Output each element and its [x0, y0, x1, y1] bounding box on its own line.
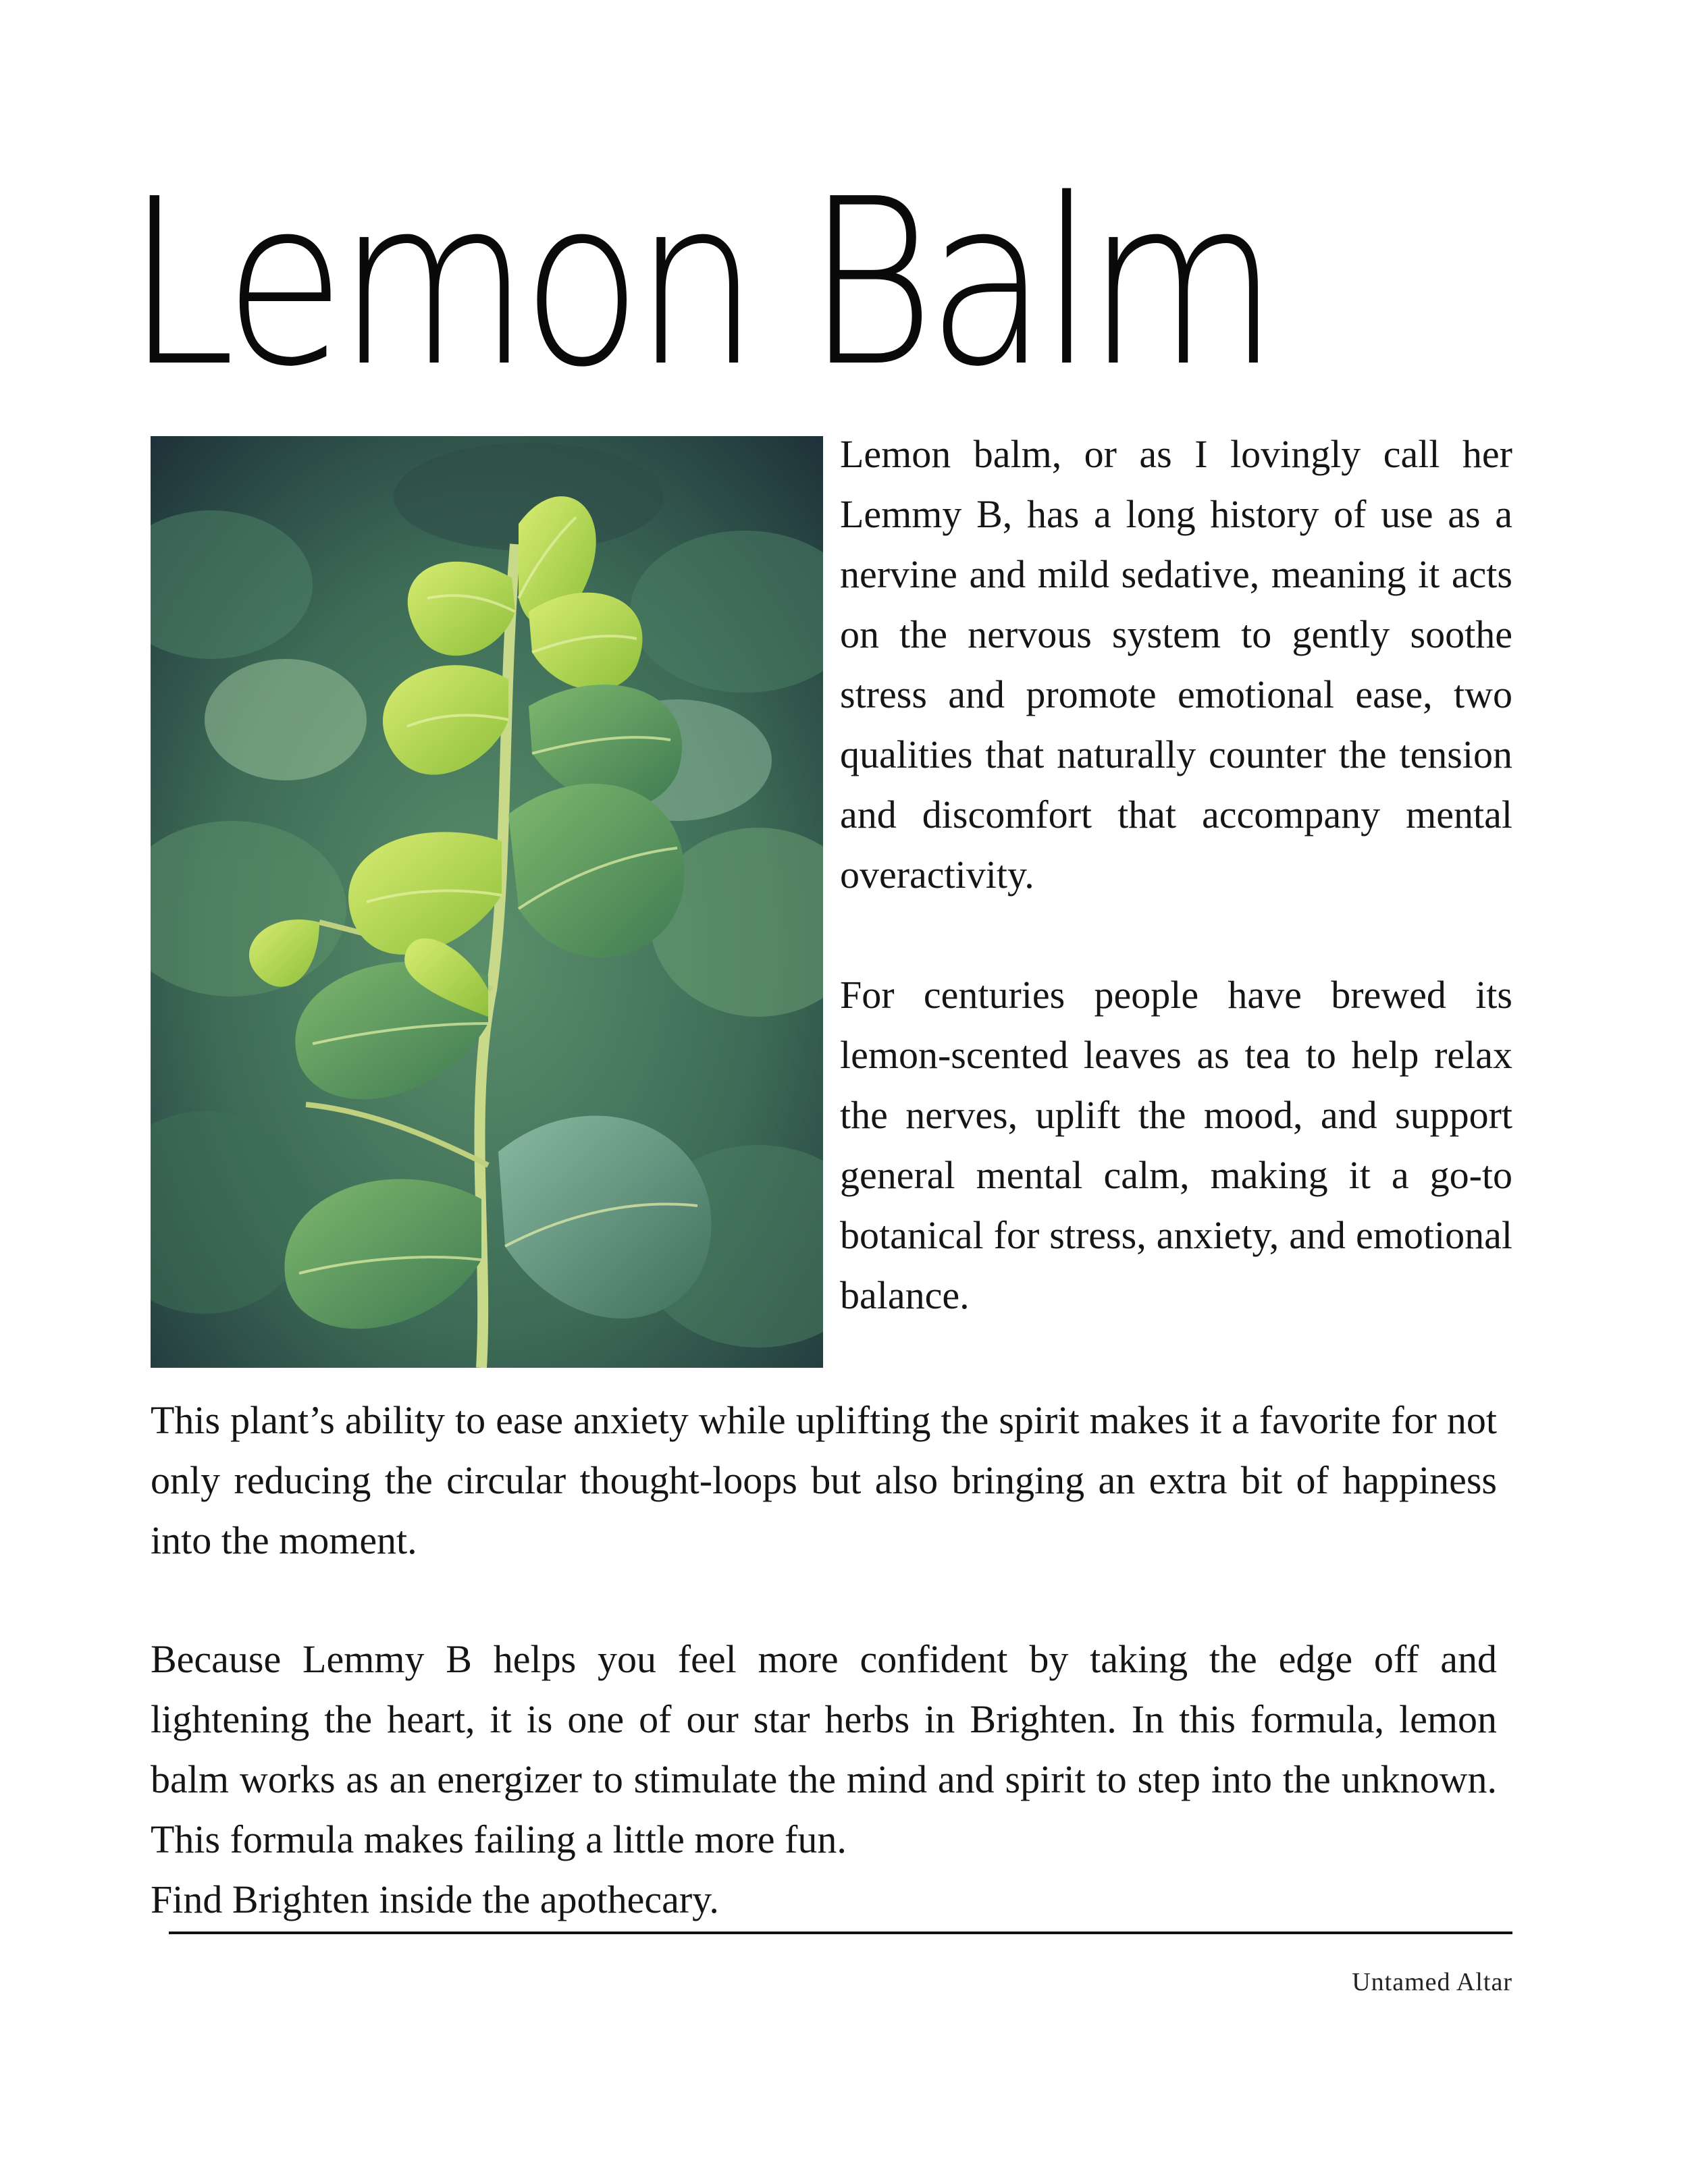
footer-divider — [169, 1932, 1512, 1934]
paragraph-history: For centuries people have brewed its lemon-scented leaves as tea to help relax the nerves, uplift the mood, and support general mental calm, making it a go-to botanical for stress, anxiety, and emotional balance. — [840, 973, 1512, 1317]
apothecary-callout: Find Brighten inside the apothecary. — [151, 1877, 719, 1921]
paragraph-brighten: Because Lemmy B helps you feel more confident by taking the edge off and lightening the heart, it is one of our star herbs in Brighten. In this formula, lemon balm works as an energizer to stimulate the mind and spirit to step into the unknown. This formula makes failing a little more fun. — [151, 1637, 1497, 1861]
lemon-balm-photo — [151, 436, 823, 1368]
paragraph-anxiety: This plant’s ability to ease anxiety while uplifting the spirit makes it a favorite for not only reducing the circular thought-loops but also bringing an extra bit of happiness into the moment. — [151, 1398, 1497, 1562]
intro-column — [840, 424, 1512, 1325]
brand-footer: Untamed Altar — [1352, 1968, 1512, 1996]
paragraph-nervine: Lemon balm, or as I lovingly call her Lemmy B, has a long history of use as a nervine and mild sedative, meaning it acts on the nervous system to gently soothe stress and promote emotional ease, two qualities that naturally counter the tension and discomfort that accompany mental overactivity. — [840, 432, 1512, 897]
page-title: Lemon Balm — [126, 150, 1271, 417]
brighten-section — [151, 1629, 1497, 1929]
